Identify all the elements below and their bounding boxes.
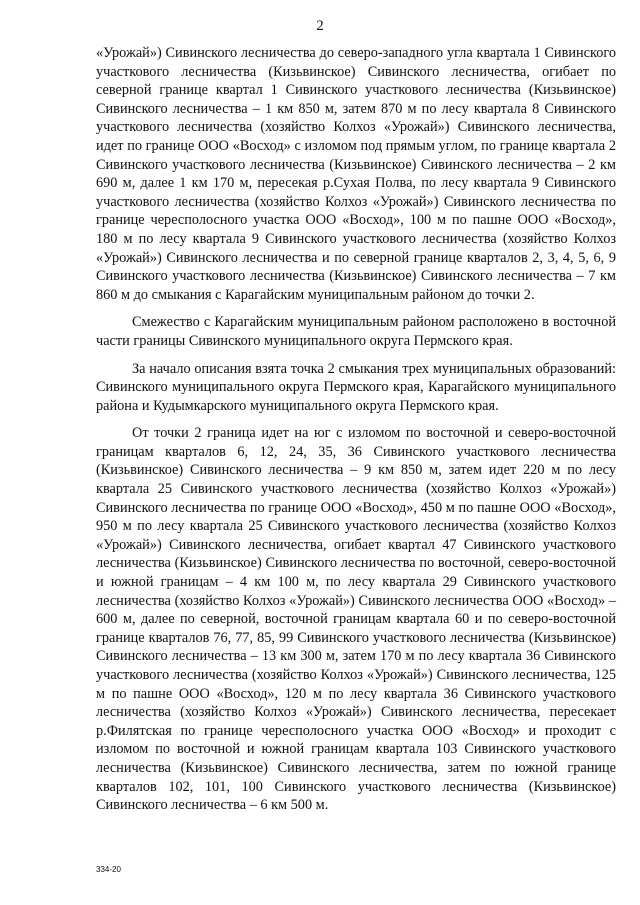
paragraph-adjacency: Смежество с Карагайским муниципальным районом расположено в восточной части границы Сивинского муниципального округа Пермского края. <box>96 314 616 349</box>
paragraph-start-point: За начало описания взята точка 2 смыкания трех муниципальных образований: Сивинского муниципального округа Пермского края, Карагайского муниципального района и Кудымкарского муниципального округа Пермского края. <box>96 360 616 414</box>
document-code: 334-20 <box>96 865 121 874</box>
paragraph-boundary-description: От точки 2 граница идет на юг с изломом по восточной и северо-восточной границам кварталов 6, 12, 24, 35, 36 Сивинского участкового лесничества (Кизьвинское) Сивинского лесничества – 9 км 850 м, затем идет 220 м по лесу квартала 25 Сивинского участкового лесничества (хозяйство Колхоз «Урожай») Сивинского лесничества по границе ООО «Восход», 450 м по пашне ООО «Восход», 950 м по лесу квартала 25 Сивинского участкового лесничества (хозяйство Колхоз «Урожай») Сивинского лесничества, огибает квартал 47 Сивинского участкового лесничества (Кизьвинское) Сивинского лесничества по восточной, северо-восточной и южной границам – 4 км 100 м, по лесу квартала 29 Сивинского участкового лесничества (хозяйство Колхоз «Урожай») Сивинского лесничества ООО «Восход» – 600 м, далее по северной, восточной границам квартала 60 и по северо-восточной границе кварталов 76, 77, 85, 99 Сивинского участкового лесничества (Кизьвинское) Сивинского лесничества – 13 км 300 м, затем 170 м по лесу квартала 36 Сивинского участкового лесничества (хозяйство Колхоз «Урожай») Сивинского лесничества, 125 м по пашне ООО «Восход», 120 м по лесу квартала 36 Сивинского участкового лесничества (хозяйство Колхоз «Урожай») Сивинского лесничества, пересекает р.Филятская по границе чересполосного участка ООО «Восход» и проходит с изломом по восточной и южной границам квартала 103 Сивинского участкового лесничества (Кизьвинское) Сивинского лесничества, затем по южной границе кварталов 102, 101, 100 Сивинского участкового лесничества (Кизьвинское) Сивинского лесничества – 6 км 500 м. <box>96 425 616 814</box>
document-body <box>96 44 616 815</box>
page-number: 2 <box>316 18 324 34</box>
paragraph-continuation: «Урожай») Сивинского лесничества до северо-западного угла квартала 1 Сивинского участкового лесничества (Кизьвинское) Сивинского лесничества, огибает по северной границе квартал 1 Сивинского участкового лесничества (Кизьвинское) Сивинского лесничества – 1 км 850 м, затем 870 м по лесу квартала 8 Сивинского участкового лесничества (хозяйство Колхоз «Урожай») Сивинского лесничества, идет по границе ООО «Восход» с изломом под прямым углом, по границе квартала 2 Сивинского участкового лесничества (Кизьвинское) Сивинского лесничества – 2 км 690 м, далее 1 км 170 м, пересекая р.Сухая Полва, по лесу квартала 9 Сивинского участкового лесничества (хозяйство Колхоз «Урожай») Сивинского лесничества по границе чересполосного участка ООО «Восход», 100 м по пашне ООО «Восход», 180 м по лесу квартала 9 Сивинского участкового лесничества (хозяйство Колхоз «Урожай») Сивинского лесничества и по северной границе кварталов 2, 3, 4, 5, 6, 9 Сивинского участкового лесничества (Кизьвинское) Сивинского лесничества – 7 км 860 м до смыкания с Карагайским муниципальным районом до точки 2. <box>96 45 616 303</box>
